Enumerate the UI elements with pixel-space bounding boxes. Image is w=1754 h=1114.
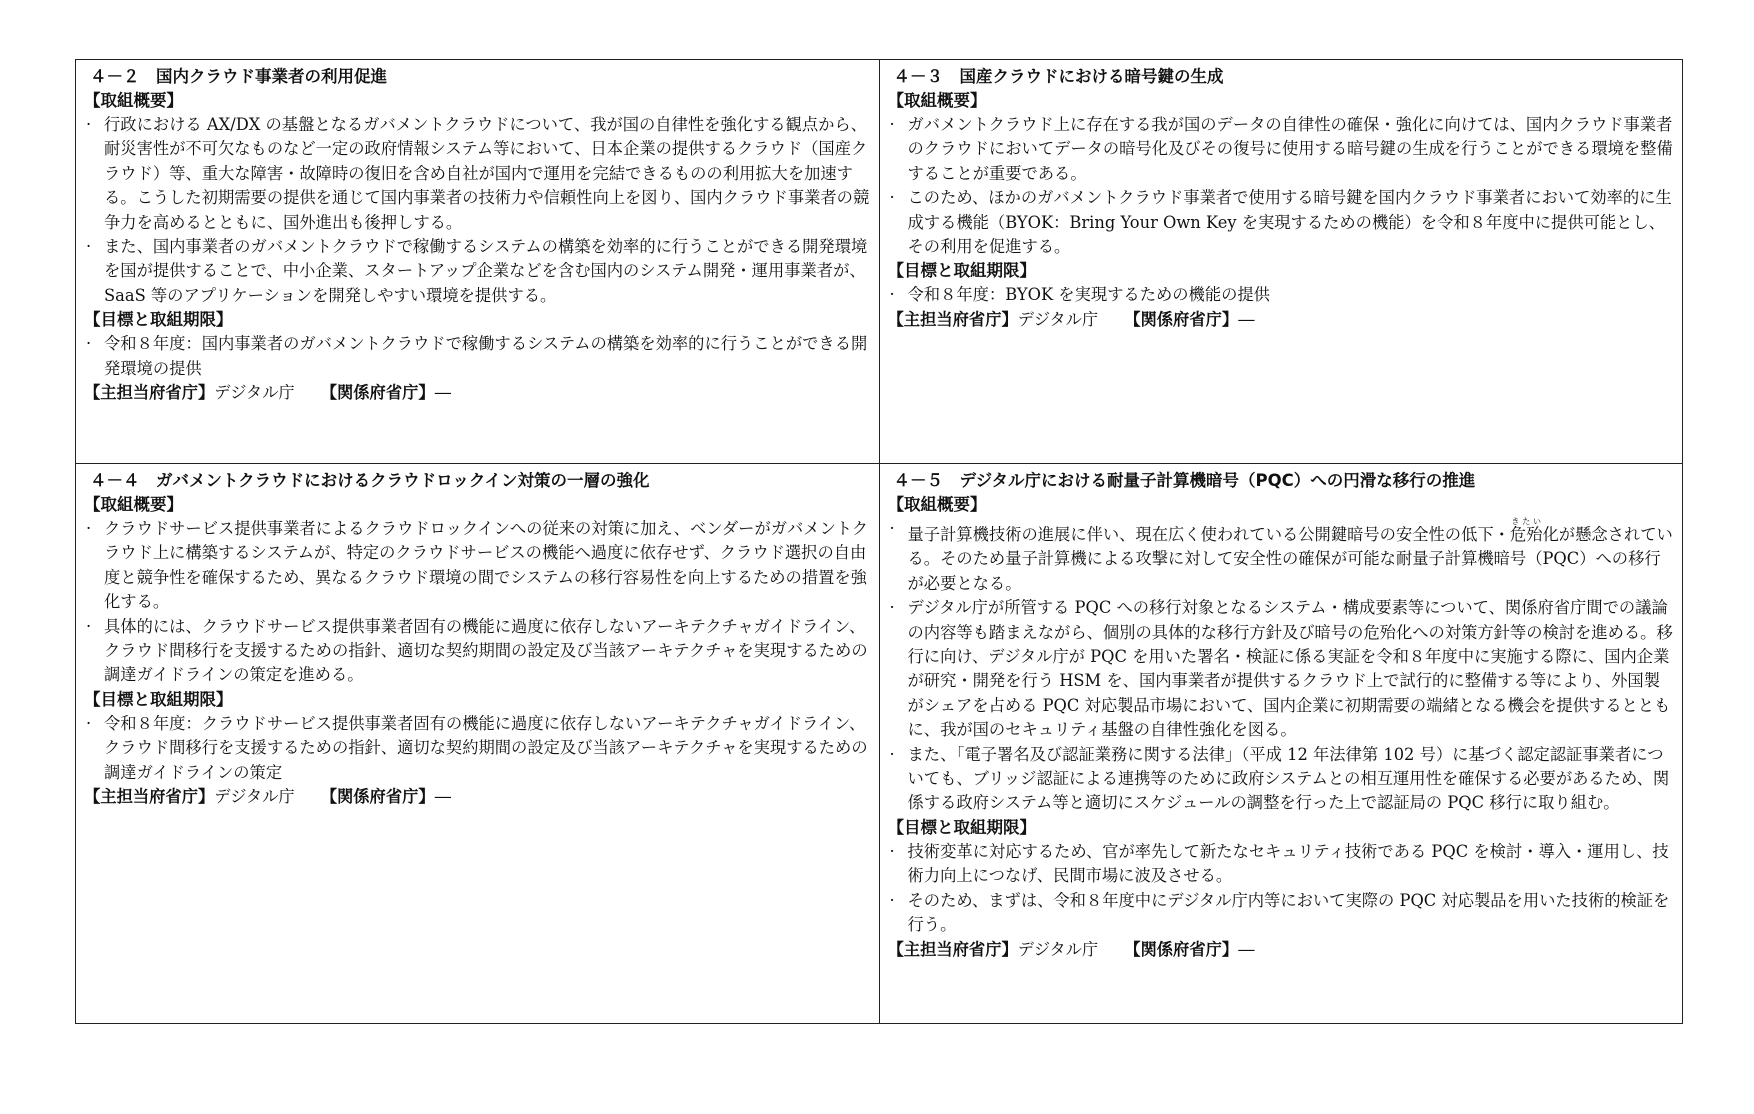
lead-ministry-value: デジタル庁 [1017, 939, 1099, 959]
overview-heading: 【取組概要】 [84, 495, 183, 514]
overview-heading: 【取組概要】 [887, 495, 987, 514]
list-item: · このため、ほかのガバメントクラウド事業者で使用する暗号鍵を国内クラウド事業者において効率的に生成する機能（BYOK：Bring Your Own Key を実現するための機能）を令和８年度中に提供可能とし、その利用を促進する。 [888, 186, 1675, 259]
measures-table [75, 59, 1683, 1024]
item-text: 量子計算機技術の進展に伴い、現在広く使われている公開鍵暗号の安全性の低下・ [907, 525, 1510, 544]
related-ministry-value: ― [1238, 939, 1255, 959]
list-item: · 令和８年度：クラウドサービス提供事業者固有の機能に過度に依存しないアーキテクチャガイドライン、クラウド間移行を支援するための指針、適切な契約期間の設定及び当該アーキテクチャを実現するための調達ガイドラインの策定 [84, 712, 871, 785]
related-ministry-value: ― [1238, 309, 1255, 329]
related-ministry-label: 【関係府省庁】 [320, 383, 435, 403]
section-title: ４－２ 国内クラウド事業者の利用促進 [90, 67, 387, 86]
overview-heading: 【取組概要】 [887, 91, 987, 110]
lead-ministry-label: 【主担当府省庁】 [84, 383, 215, 403]
table-row [76, 60, 1683, 464]
list-item: · 令和８年度：国内事業者のガバメントクラウドで稼働するシステムの構築を効率的に行うことができる開発環境の提供 [84, 332, 871, 381]
goal-list [888, 840, 1675, 938]
goal-heading: 【目標と取組期限】 [84, 310, 233, 330]
related-ministry-value: ― [434, 787, 451, 807]
overview-list [888, 517, 1675, 816]
goal-heading: 【目標と取組期限】 [887, 261, 1036, 281]
ministry-line [84, 381, 871, 405]
goal-heading: 【目標と取組期限】 [84, 689, 233, 709]
overview-list [84, 517, 871, 688]
section-4-2-cell [76, 60, 880, 464]
section-title: ４－３ 国産クラウドにおける暗号鍵の生成 [893, 67, 1224, 86]
overview-list [84, 113, 871, 308]
lead-ministry-value: デジタル庁 [1017, 309, 1099, 329]
list-item: · 行政における AX/DX の基盤となるガバメントクラウドについて、我が国の自律性を強化する観点から、耐災害性が不可欠なものなど一定の政府情報システム等において、日本企業の提供するクラウド（国産クラウド）等、重大な障害・故障時の復旧を含め自社が国内で運用を完結できるものの利用拡大を加速する。こうした初期需要の提供を通じて国内事業者の技術力や信頼性向上を図り、国内クラウド事業者の競争力を高めるとともに、国外進出も後押しする。 [84, 113, 871, 235]
lead-ministry-label: 【主担当府省庁】 [84, 787, 215, 807]
lead-ministry-label: 【主担当府省庁】 [887, 939, 1018, 959]
section-4-5-cell [879, 464, 1683, 1024]
related-ministry-value: ― [434, 383, 451, 403]
list-item [888, 517, 1675, 596]
goal-list [888, 283, 1675, 307]
list-item: · 具体的には、クラウドサービス提供事業者固有の機能に過度に依存しないアーキテクチャガイドライン、クラウド間移行を支援するための指針、適切な契約期間の設定及び当該アーキテクチャを実現するための調達ガイドラインの策定を進める。 [84, 615, 871, 688]
list-item: · また、「電子署名及び認証業務に関する法律」（平成 12 年法律第 102 号）に基づく認定認証事業者についても、ブリッジ認証による連携等のために政府システムとの相互運用性を確保する必要があるため、関係する政府システム等と適切にスケジュールの調整を行った上で認証局の PQC 移行に取り組む。 [888, 743, 1675, 816]
ministry-line [888, 938, 1675, 962]
overview-list [888, 113, 1675, 259]
section-4-3-cell [879, 60, 1683, 464]
list-item: · 令和８年度：BYOK を実現するための機能の提供 [888, 283, 1675, 307]
list-item: · また、国内事業者のガバメントクラウドで稼働するシステムの構築を効率的に行うことができる開発環境を国が提供することで、中小企業、スタートアップ企業などを含む国内のシステム開発・運用事業者が、SaaS 等のアプリケーションを開発しやすい環境を提供する。 [84, 235, 871, 308]
ruby-reading: きたい [1509, 517, 1543, 526]
section-title: ４－５ デジタル庁における耐量子計算機暗号（PQC）への円滑な移行の推進 [893, 471, 1476, 490]
ministry-line [84, 785, 871, 809]
goal-list [84, 712, 871, 785]
list-item: · そのため、まずは、令和８年度中にデジタル庁内等において実際の PQC 対応製品を用いた技術的検証を行う。 [888, 889, 1675, 938]
ministry-line [888, 308, 1675, 332]
related-ministry-label: 【関係府省庁】 [1124, 939, 1239, 959]
ruby-word [1509, 517, 1543, 544]
list-item: · ガバメントクラウド上に存在する我が国のデータの自律性の確保・強化に向けては、国内クラウド事業者のクラウドにおいてデータの暗号化及びその復号に使用する暗号鍵の生成を行うことができる環境を整備することが重要である。 [888, 113, 1675, 186]
table-row [76, 464, 1683, 1024]
section-title: ４－４ ガバメントクラウドにおけるクラウドロックイン対策の一層の強化 [90, 471, 650, 490]
overview-heading: 【取組概要】 [84, 91, 183, 110]
related-ministry-label: 【関係府省庁】 [1124, 309, 1239, 329]
goal-list [84, 332, 871, 381]
lead-ministry-value: デジタル庁 [214, 383, 295, 403]
list-item: · デジタル庁が所管する PQC への移行対象となるシステム・構成要素等について、関係府省庁間での議論の内容等も踏まえながら、個別の具体的な移行方針及び暗号の危殆化への対策方針等の検討を進める。移行に向け、デジタル庁が PQC を用いた署名・検証に係る実証を令和８年度中に実施する際に、国内企業が研究・開発を行う HSM を、国内事業者が提供するクラウド上で試行的に整備する等により、外国製がシェアを占める PQC 対応製品市場において、国内企業に初期需要の端緒となる機会を提供するとともに、我が国のセキュリティ基盤の自律性強化を図る。 [888, 596, 1675, 742]
ruby-base: 危殆 [1509, 525, 1543, 544]
lead-ministry-value: デジタル庁 [214, 787, 295, 807]
list-item: · 技術変革に対応するため、官が率先して新たなセキュリティ技術である PQC を検討・導入・運用し、技術力向上につなげ、民間市場に波及させる。 [888, 840, 1675, 889]
goal-heading: 【目標と取組期限】 [887, 817, 1036, 837]
related-ministry-label: 【関係府省庁】 [320, 787, 435, 807]
item-text: 化が懸念されている。そのため量子計算機による攻撃に対して安全性の確保が可能な耐量子計算機暗号（PQC）への移行が必要となる。 [907, 525, 1673, 593]
section-4-4-cell [76, 464, 880, 1024]
list-item: · クラウドサービス提供事業者によるクラウドロックインへの従来の対策に加え、ベンダーがガバメントクラウド上に構築するシステムが、特定のクラウドサービスの機能へ過度に依存せず、クラウド選択の自由度と競争性を確保するため、異なるクラウド環境の間でシステムの移行容易性を向上するための措置を強化する。 [84, 517, 871, 615]
lead-ministry-label: 【主担当府省庁】 [887, 309, 1018, 329]
